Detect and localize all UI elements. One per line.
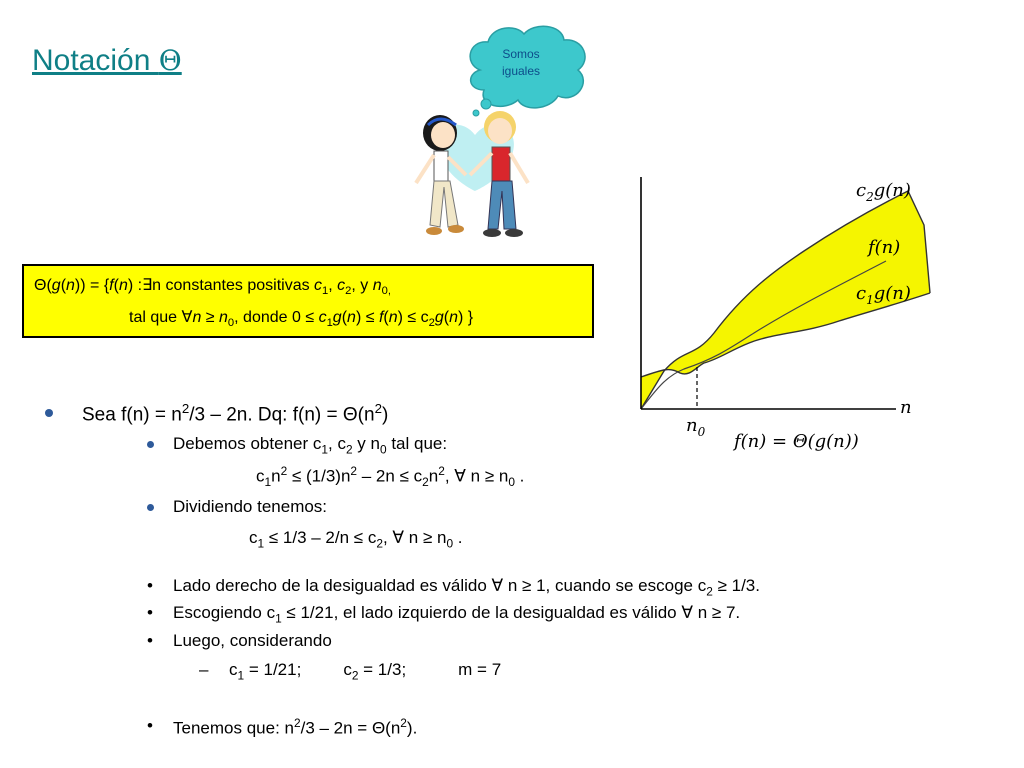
sub-bullet-1: Debemos obtener $c_1$, $c_2$ y $n_0$ tal que:: [173, 434, 448, 457]
series-label-fn: f(n): [868, 237, 901, 258]
dash-marker: –: [199, 660, 209, 679]
bullet-dot: [45, 409, 53, 417]
bubble-line-2: iguales: [501, 64, 541, 78]
bullet-1: Sea $f(n) = n^2/3 - 2n$. Dq: $f(n) = \Theta(n^2)$: [82, 401, 389, 426]
kids-illustration: [400, 95, 550, 247]
x-axis-label: n: [900, 397, 912, 418]
n0-label: $n_0$: [686, 415, 706, 439]
series-label-c2gn: $c_2g(n)$: [856, 180, 911, 204]
detail-3: Luego, considerando: [173, 631, 332, 650]
detail-5: Tenemos que: $n^2/3 - 2n = \Theta(n^2)$.: [173, 716, 418, 738]
equation-1: $c_1n^2 \le (1/3)n^2 - 2n \le c_2n^2$, ∀ $n \ge n_0$ .: [256, 464, 525, 490]
slide-title[interactable]: [32, 44, 182, 78]
bullet-marker: •: [147, 631, 153, 650]
equation-2: $c_1 \le 1/3 - 2/n \le c_2$, ∀ $n \ge n_0$ .: [249, 528, 463, 551]
bullet-marker: •: [147, 603, 153, 622]
thought-bubble-text: [488, 46, 554, 80]
theta-symbol: Θ: [158, 44, 182, 77]
bubble-line-1: Somos: [502, 47, 540, 61]
sub-bullet-dot: [147, 504, 154, 511]
detail-4: $c_1 = 1/21$; $c_2 = 1/3$; m = 7: [229, 660, 502, 683]
series-label-c1gn: $c_1g(n)$: [856, 283, 911, 307]
sub-bullet-2: Dividiendo tenemos:: [173, 497, 328, 516]
definition-line-1: Θ(g(n)) = {f(n) :∃n constantes positivas $c_1$, $c_2$, y $n_{0,}$: [34, 277, 391, 298]
sub-bullet-dot: [147, 441, 154, 448]
slide-title-text: Notación: [32, 44, 159, 77]
detail-1: Lado derecho de la desigualdad es válido ∀ n ≥ 1, cuando se escoge $c_2 \ge 1/3$.: [173, 576, 760, 599]
bullet-marker: •: [147, 716, 153, 735]
bullet-marker: •: [147, 576, 153, 595]
definition-box: [22, 264, 594, 338]
theta-chart: [624, 163, 944, 459]
detail-2: Escogiendo $c_1 \le 1/21$, el lado izquierdo de la desigualdad es válido ∀ n ≥ 7.: [173, 603, 741, 626]
chart-caption: f(n) = Θ(g(n)): [734, 431, 859, 452]
definition-line-2: tal que ∀n ≥ $n_0$, donde $0 \le c_1g(n) \le f(n) \le c_2g(n)$ }: [129, 309, 474, 330]
